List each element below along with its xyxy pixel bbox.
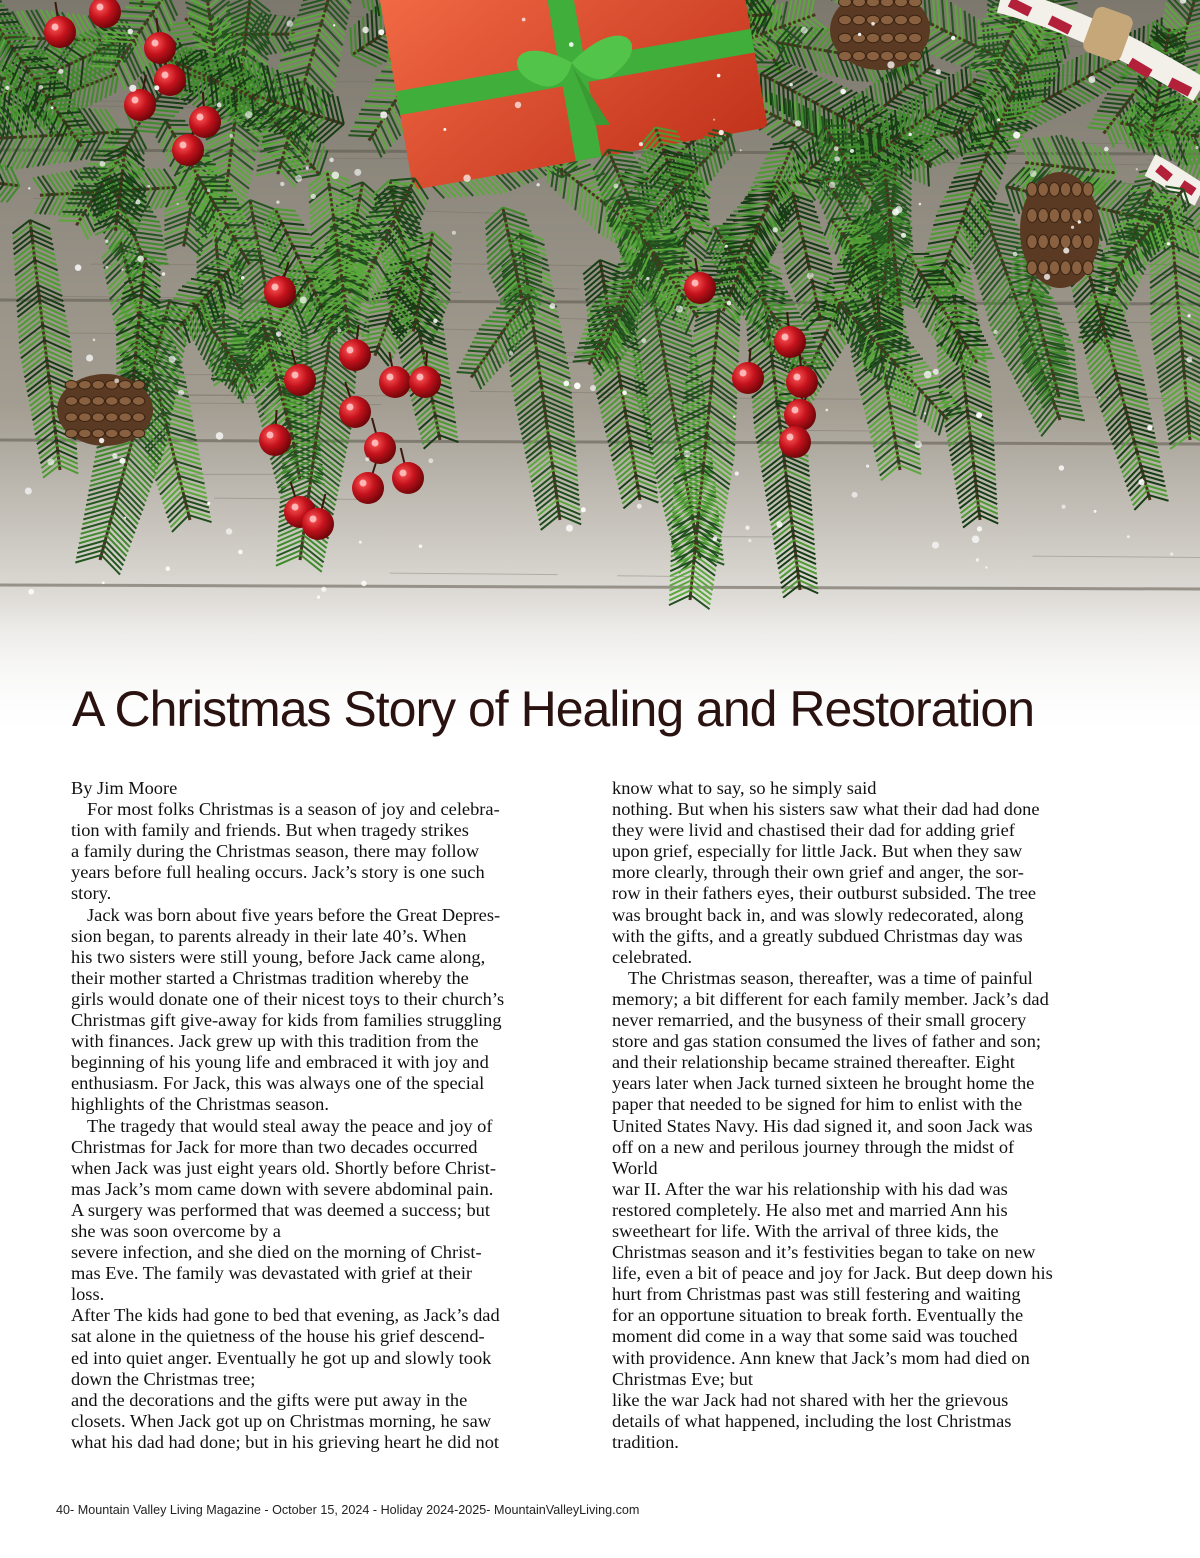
article-line: years before full healing occurs. Jack’s story is one such <box>71 862 485 883</box>
article-line: restored completely. He also met and married Ann his <box>612 1199 1008 1220</box>
article-line: and their relationship became strained thereafter. Eight <box>612 1052 1015 1073</box>
article-line: Christmas for Jack for more than two decades occurred <box>71 1136 478 1157</box>
article-line: loss. <box>71 1284 105 1305</box>
article-line: store and gas station consumed the lives of father and son; <box>612 1031 1042 1052</box>
article-line: details of what happened, including the lost Christmas <box>612 1410 1012 1431</box>
article-line: Christmas gift give-away for kids from families struggling <box>71 1010 502 1031</box>
article-line: United States Navy. His dad signed it, and soon Jack was <box>612 1115 1033 1136</box>
article-line: moment did come in a way that some said was touched <box>612 1326 1018 1347</box>
article-line: never remarried, and the busyness of their small grocery <box>612 1010 1027 1031</box>
article-line: hurt from Christmas past was still festering and waiting <box>612 1284 1021 1305</box>
article-line: nothing. But when his sisters saw what their dad had done <box>612 799 1040 820</box>
hero-image <box>0 0 1200 740</box>
article-line: with the gifts, and a greatly subdued Christmas day was <box>612 925 1023 946</box>
article-line: row in their fathers eyes, their outburst subsided. The tree <box>612 883 1037 904</box>
article-line: memory; a bit different for each family member. Jack’s dad <box>612 988 1049 1009</box>
article-line: tion with family and friends. But when tragedy strikes <box>71 820 469 841</box>
article-line: enthusiasm. For Jack, this was always one of the special <box>71 1073 485 1094</box>
article-title: A Christmas Story of Healing and Restoration <box>72 681 1035 737</box>
article-column-right <box>612 778 1142 1453</box>
article-line: paper that needed to be signed for him to enlist with the <box>612 1094 1023 1115</box>
article-line: sat alone in the quietness of the house his grief descend- <box>71 1326 485 1347</box>
article-line: story. <box>71 883 112 904</box>
article-line: A surgery was performed that was deemed a success; but <box>71 1199 490 1220</box>
christmas-greenery-illustration <box>0 0 1200 740</box>
article-line: like the war Jack had not shared with her the grievous <box>612 1389 1009 1410</box>
article-line: After The kids had gone to bed that evening, as Jack’s dad <box>71 1305 500 1326</box>
article-line: life, even a bit of peace and joy for Jack. But deep down his <box>612 1263 1053 1284</box>
article-line: sion began, to parents already in their late 40’s. When <box>71 925 467 946</box>
article-column-left <box>71 778 601 1453</box>
article-line: with providence. Ann knew that Jack’s mom had died on <box>612 1347 1030 1368</box>
article-line: she was soon overcome by a <box>71 1220 281 1241</box>
article-line: mas Eve. The family was devastated with grief at their <box>71 1263 473 1284</box>
article-line: closets. When Jack got up on Christmas morning, he saw <box>71 1410 492 1431</box>
article-line: girls would donate one of their nicest toys to their church’s <box>71 988 505 1009</box>
article-line: they were livid and chastised their dad for adding grief <box>612 820 1015 841</box>
article-line: and the decorations and the gifts were put away in the <box>71 1389 468 1410</box>
article-line: know what to say, so he simply said <box>612 778 877 798</box>
article-line: For most folks Christmas is a season of joy and celebra- <box>87 799 500 820</box>
article-line: Christmas Eve; but <box>612 1368 753 1389</box>
article-line: upon grief, especially for little Jack. But when they saw <box>612 841 1023 862</box>
article-line: for an opportune situation to break forth. Eventually the <box>612 1305 1024 1326</box>
article-line: Christmas season and it’s festivities began to take on new <box>612 1242 1036 1263</box>
article-line: highlights of the Christmas season. <box>71 1094 329 1115</box>
article-line: Jack was born about five years before the Great Depres- <box>87 904 501 925</box>
article-line: tradition. <box>612 1431 679 1452</box>
article-line: mas Jack’s mom came down with severe abdominal pain. <box>71 1178 494 1199</box>
article-line: was brought back in, and was slowly redecorated, along <box>612 904 1024 925</box>
article-line: war II. After the war his relationship with his dad was <box>612 1178 1008 1199</box>
article-line: more clearly, through their own grief and anger, the sor- <box>612 862 1024 883</box>
article-line: By Jim Moore <box>71 778 178 798</box>
article-line: their mother started a Christmas tradition whereby the <box>71 967 469 988</box>
article-line: years later when Jack turned sixteen he brought home the <box>612 1073 1035 1094</box>
article-line: down the Christmas tree; <box>71 1368 256 1389</box>
article-line: when Jack was just eight years old. Shortly before Christ- <box>71 1157 496 1178</box>
article-line: off on a new and perilous journey through the midst of <box>612 1136 1015 1157</box>
article-line: ed into quiet anger. Eventually he got up and slowly took <box>71 1347 492 1368</box>
article-line: beginning of his young life and embraced it with joy and <box>71 1052 489 1073</box>
article-line: The Christmas season, thereafter, was a time of painful <box>628 967 1033 988</box>
article-line: a family during the Christmas season, there may follow <box>71 841 480 862</box>
article-line: World <box>612 1157 658 1178</box>
article-line: sweetheart for life. With the arrival of three kids, the <box>612 1220 999 1241</box>
article-line: his two sisters were still young, before Jack came along, <box>71 946 486 967</box>
article-line: severe infection, and she died on the morning of Christ- <box>71 1242 482 1263</box>
article-line: with finances. Jack grew up with this tradition from the <box>71 1031 479 1052</box>
article-line: what his dad had done; but in his grieving heart he did not <box>71 1431 500 1452</box>
article-line: celebrated. <box>612 946 693 967</box>
page-footer: 40- Mountain Valley Living Magazine - October 15, 2024 - Holiday 2024-2025- MountainValleyLiving.com <box>56 1503 640 1517</box>
article-line: The tragedy that would steal away the peace and joy of <box>87 1115 493 1136</box>
